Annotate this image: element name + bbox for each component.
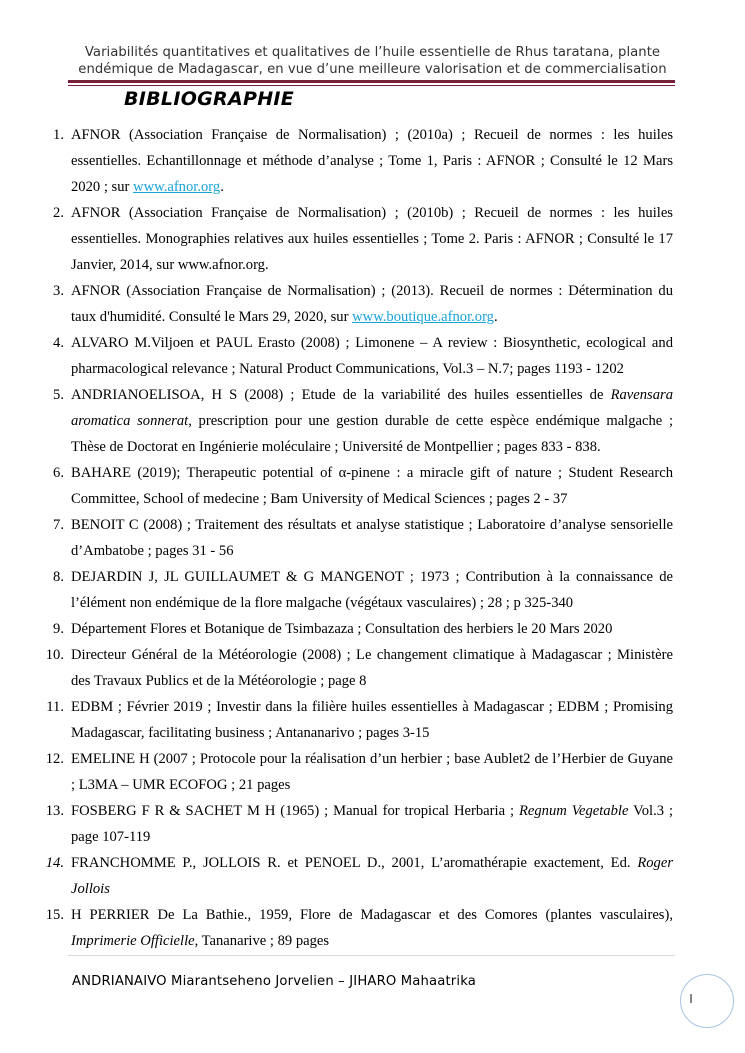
reference-text-part: AFNOR (Association Française de Normalisation) ; (2010b) ; Recueil de normes : les huiles essentielles. Monographies relatives aux huiles essentielles ; Tome 2. Paris : AFNOR ; Consulté le 17 Janvier, 2014, sur www.afnor.org. <box>71 205 673 273</box>
running-header-title: Variabilités quantitatives et qualitatives de l’huile essentielle de Rhus taratana, plante endémique de Madagascar, en vue d’une meilleure valorisation et de commercialisation <box>78 45 667 77</box>
reference-link[interactable]: www.boutique.afnor.org <box>352 309 494 325</box>
reference-item <box>0 200 745 278</box>
reference-item <box>0 746 745 798</box>
reference-text <box>71 460 673 512</box>
page-number-circle <box>680 974 734 1028</box>
reference-text-part: Département Flores et Botanique de Tsimbazaza ; Consultation des herbiers le 20 Mars 2020 <box>71 621 613 637</box>
reference-text-part: BAHARE (2019); Therapeutic potential of α-pinene : a miracle gift of nature ; Student Research Committee, School of medecine ; Bam University of Medical Sciences ; pages 2 - 37 <box>71 465 673 507</box>
reference-item <box>0 460 745 512</box>
reference-text-part: BENOIT C (2008) ; Traitement des résultats et analyse statistique ; Laboratoire d’analyse sensorielle d’Ambatobe ; pages 31 - 56 <box>71 517 673 559</box>
reference-text-part: FOSBERG F R & SACHET M H (1965) ; Manual for tropical Herbaria ; <box>71 803 519 819</box>
reference-text <box>71 200 673 278</box>
reference-text-part: AFNOR (Association Française de Normalisation) ; (2013). Recueil de normes : Détermination du taux d'humidité. Consulté le Mars 29, 2020, sur <box>71 283 673 325</box>
reference-item <box>0 278 745 330</box>
reference-item <box>0 512 745 564</box>
reference-text-part: Vol.3 ; page 107-119 <box>71 803 673 845</box>
reference-number: 13. <box>45 803 64 819</box>
reference-text <box>71 694 673 746</box>
reference-text <box>71 512 673 564</box>
reference-number: 6. <box>53 465 64 481</box>
reference-text <box>71 330 673 382</box>
reference-number: 8. <box>53 569 64 585</box>
reference-list <box>0 122 745 954</box>
reference-text <box>71 382 673 460</box>
header-rule-thin <box>68 85 675 86</box>
reference-number: 4. <box>53 335 64 351</box>
footer-rule <box>68 955 675 956</box>
reference-item <box>0 798 745 850</box>
header-rule-thick <box>68 80 675 83</box>
reference-italic-title: Roger Jollois <box>71 855 673 897</box>
reference-number: 5. <box>53 387 64 403</box>
reference-text-part: , prescription pour une gestion durable de cette espèce endémique malgache ; Thèse de Doctorat en Ingénierie moléculaire ; Université de Montpellier ; pages 833 - 838. <box>71 413 673 455</box>
reference-item <box>0 564 745 616</box>
reference-text-part: , Tananarive ; 89 pages <box>194 933 330 949</box>
reference-text-part: . <box>493 309 498 325</box>
reference-text-part: AFNOR (Association Française de Normalisation) ; (2010a) ; Recueil de normes : les huiles essentielles. Echantillonnage et méthode d’analyse ; Tome 1, Paris : AFNOR ; Consulté le 12 Mars 2020 ; sur <box>71 127 673 195</box>
reference-item <box>0 694 745 746</box>
reference-item <box>0 902 745 954</box>
reference-text-part: DEJARDIN J, JL GUILLAUMET & G MANGENOT ; 1973 ; Contribution à la connaissance de l’élément non endémique de la flore malgache (végétaux vasculaires) ; 28 ; p 325-340 <box>71 569 673 611</box>
reference-number: 15. <box>45 907 64 923</box>
reference-text-part: . <box>220 179 224 195</box>
reference-text <box>71 278 673 330</box>
reference-text <box>71 642 673 694</box>
reference-text-part: EDBM ; Février 2019 ; Investir dans la filière huiles essentielles à Madagascar ; EDBM ; Promising Madagascar, facilitating business ; Antananarivo ; pages 3-15 <box>71 699 673 741</box>
reference-text <box>71 902 673 954</box>
reference-text-part: ANDRIANOELISOA, H S (2008) ; Etude de la variabilité des huiles essentielles de <box>71 387 611 403</box>
reference-text-part: ALVARO M.Viljoen et PAUL Erasto (2008) ; Limonene – A review : Biosynthetic, ecological and pharmacological relevance ; Natural Product Communications, Vol.3 – N.7; pages 1193 - 1202 <box>71 335 673 377</box>
reference-number: 12. <box>45 751 64 767</box>
reference-text-part: EMELINE H (2007 ; Protocole pour la réalisation d’un herbier ; base Aublet2 de l’Herbier de Guyane ; L3MA – UMR ECOFOG ; 21 pages <box>71 751 673 793</box>
footer-author: ANDRIANAIVO Miarantseheno Jorvelien – JIHARO Mahaatrika <box>72 974 476 989</box>
reference-text <box>71 564 673 616</box>
reference-item <box>0 122 745 200</box>
reference-item <box>0 382 745 460</box>
reference-number: 10. <box>45 647 64 663</box>
section-heading: BIBLIOGRAPHIE <box>124 88 295 110</box>
reference-number: 3. <box>53 283 64 299</box>
reference-text-part: FRANCHOMME P., JOLLOIS R. et PENOEL D., 2001, L’aromathérapie exactement, Ed. <box>71 855 638 871</box>
reference-number: 11. <box>46 699 64 715</box>
reference-italic-title: Imprimerie Officielle <box>71 933 195 949</box>
reference-number: 1. <box>53 127 64 143</box>
reference-text <box>71 798 673 850</box>
reference-text <box>71 616 673 642</box>
reference-item <box>0 850 745 902</box>
reference-number: 7. <box>53 517 64 533</box>
reference-text <box>71 122 673 200</box>
reference-item <box>0 330 745 382</box>
reference-text <box>71 850 673 902</box>
reference-text-part: H PERRIER De La Bathie., 1959, Flore de Madagascar et des Comores (plantes vasculaires), <box>71 907 673 923</box>
reference-text <box>71 746 673 798</box>
reference-item <box>0 616 745 642</box>
reference-italic-title: Regnum Vegetable <box>518 803 629 819</box>
reference-text-part: Directeur Général de la Météorologie (2008) ; Le changement climatique à Madagascar ; Ministère des Travaux Publics et de la Météorologie ; page 8 <box>71 647 673 689</box>
reference-italic-title: Ravensara aromatica sonnerat <box>71 387 673 429</box>
reference-number: 14. <box>45 855 64 871</box>
page-number: I <box>689 992 693 1006</box>
reference-number: 2. <box>53 205 64 221</box>
reference-number: 9. <box>53 621 64 637</box>
reference-link[interactable]: www.afnor.org <box>133 179 221 195</box>
reference-item <box>0 642 745 694</box>
